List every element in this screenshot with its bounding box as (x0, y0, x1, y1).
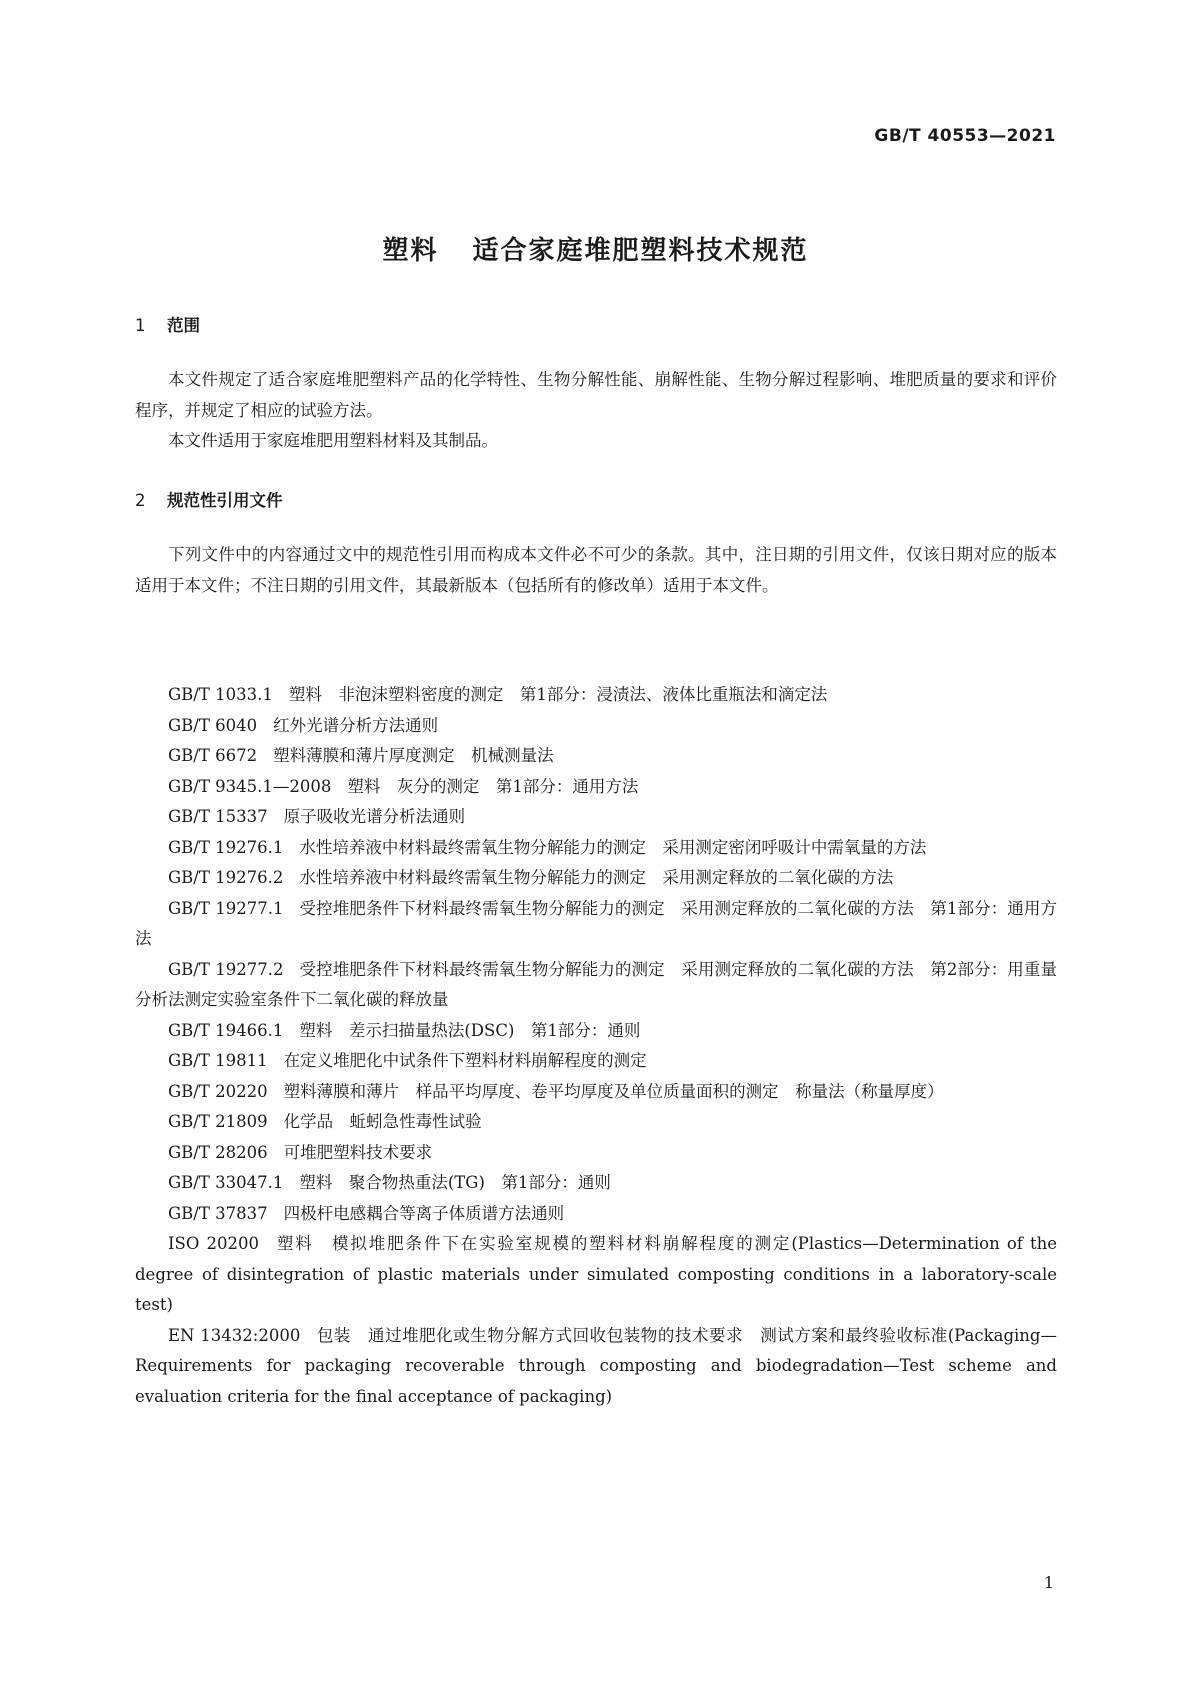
reference-title: 塑料薄膜和薄片厚度测定 机械测量法 (273, 746, 554, 765)
reference-code: GB/T 9345.1—2008 (168, 776, 332, 796)
section-1-title: 范围 (167, 316, 200, 335)
page-number: 1 (1043, 1573, 1054, 1592)
reference-item (135, 1199, 1057, 1230)
reference-item (135, 863, 1057, 894)
section-1-body (135, 365, 1057, 457)
reference-item (135, 1016, 1057, 1047)
reference-title: 塑料 非泡沫塑料密度的测定 第1部分：浸渍法、液体比重瓶法和滴定法 (288, 685, 828, 704)
reference-item (135, 1077, 1057, 1108)
reference-title: 塑料 聚合物热重法(TG) 第1部分：通则 (299, 1173, 611, 1192)
reference-code: ISO 20200 (168, 1234, 259, 1253)
reference-code: GB/T 19276.1 (168, 837, 284, 857)
reference-item (135, 1107, 1057, 1138)
reference-item (135, 711, 1057, 742)
reference-code: EN 13432:2000 (168, 1325, 301, 1345)
reference-title: 塑料 灰分的测定 第1部分：通用方法 (347, 776, 639, 796)
reference-item (135, 802, 1057, 833)
reference-code: GB/T 19277.2 (168, 959, 284, 979)
section-2-heading (135, 487, 283, 511)
reference-list (135, 680, 1057, 1412)
reference-item (135, 833, 1057, 864)
standard-code: GB/T 40553—2021 (874, 126, 1056, 146)
title-part1: 塑料 (382, 236, 439, 266)
reference-title: 塑料 差示扫描量热法(DSC) 第1部分：通则 (299, 1020, 641, 1040)
reference-code: GB/T 19811 (168, 1051, 268, 1070)
reference-item (135, 680, 1057, 711)
paragraph: 本文件规定了适合家庭堆肥塑料产品的化学特性、生物分解性能、崩解性能、生物分解过程影响、堆肥质量的要求和评价程序，并规定了相应的试验方法。 (135, 370, 1057, 420)
reference-title: 化学品 蚯蚓急性毒性试验 (283, 1112, 482, 1131)
reference-title: 包装 通过堆肥化或生物分解方式回收包装物的技术要求 测试方案和最终验收标准(Packaging—Requirements for packaging recoverable through composting and biodegradation—Test scheme and evaluation criteria for the final acceptance of packaging) (135, 1325, 1057, 1406)
reference-title: 四极杆电感耦合等离子体质谱方法通则 (283, 1203, 565, 1223)
reference-title: 在定义堆肥化中试条件下塑料材料崩解程度的测定 (283, 1051, 647, 1070)
reference-code: GB/T 15337 (168, 807, 268, 826)
section-1-heading (135, 312, 200, 336)
reference-title: 塑料薄膜和薄片 样品平均厚度、卷平均厚度及单位质量面积的测定 称量法（称量厚度） (283, 1081, 944, 1101)
reference-title: 可堆肥塑料技术要求 (283, 1142, 433, 1162)
reference-title: 水性培养液中材料最终需氧生物分解能力的测定 采用测定密闭呼吸计中需氧量的方法 (299, 837, 927, 857)
reference-code: GB/T 37837 (168, 1203, 268, 1223)
reference-item (135, 1168, 1057, 1199)
reference-title: 受控堆肥条件下材料最终需氧生物分解能力的测定 采用测定释放的二氧化碳的方法 第1部分：通用方法 (135, 898, 1057, 948)
section-2-title: 规范性引用文件 (167, 491, 283, 510)
reference-code: GB/T 6040 (168, 715, 258, 735)
section-2-number: 2 (135, 491, 146, 510)
reference-code: GB/T 33047.1 (168, 1173, 284, 1192)
reference-code: GB/T 6672 (168, 746, 258, 765)
reference-item (135, 894, 1057, 955)
reference-code: GB/T 1033.1 (168, 685, 273, 704)
reference-title: 水性培养液中材料最终需氧生物分解能力的测定 采用测定释放的二氧化碳的方法 (299, 868, 894, 887)
reference-item (135, 1321, 1057, 1413)
reference-item (135, 1138, 1057, 1169)
reference-item (135, 1046, 1057, 1077)
reference-title: 红外光谱分析方法通则 (273, 715, 439, 735)
reference-code: GB/T 21809 (168, 1112, 268, 1131)
reference-code: GB/T 19277.1 (168, 898, 284, 918)
paragraph: 下列文件中的内容通过文中的规范性引用而构成本文件必不可少的条款。其中，注日期的引用文件，仅该日期对应的版本适用于本文件；不注日期的引用文件，其最新版本（包括所有的修改单）适用于本文件。 (135, 545, 1057, 595)
reference-item (135, 741, 1057, 772)
reference-title: 受控堆肥条件下材料最终需氧生物分解能力的测定 采用测定释放的二氧化碳的方法 第2部分：用重量分析法测定实验室条件下二氧化碳的释放量 (135, 959, 1057, 1009)
reference-code: GB/T 19466.1 (168, 1020, 284, 1040)
reference-title: 原子吸收光谱分析法通则 (283, 807, 466, 826)
section-2-intro (135, 540, 1057, 601)
reference-item (135, 772, 1057, 803)
reference-item (135, 1229, 1057, 1321)
title-part2: 适合家庭堆肥塑料技术规范 (472, 236, 809, 266)
reference-code: GB/T 28206 (168, 1142, 268, 1162)
reference-item (135, 955, 1057, 1016)
reference-code: GB/T 20220 (168, 1081, 268, 1101)
reference-code: GB/T 19276.2 (168, 868, 284, 887)
section-1-number: 1 (135, 316, 146, 335)
reference-title: 塑料 模拟堆肥条件下在实验室规模的塑料材料崩解程度的测定(Plastics—Determination of the degree of disintegration of plastic materials under simulated composting conditions in a laboratory-scale test) (135, 1234, 1057, 1314)
paragraph: 本文件适用于家庭堆肥用塑料材料及其制品。 (168, 431, 498, 450)
document-title (0, 230, 1191, 267)
